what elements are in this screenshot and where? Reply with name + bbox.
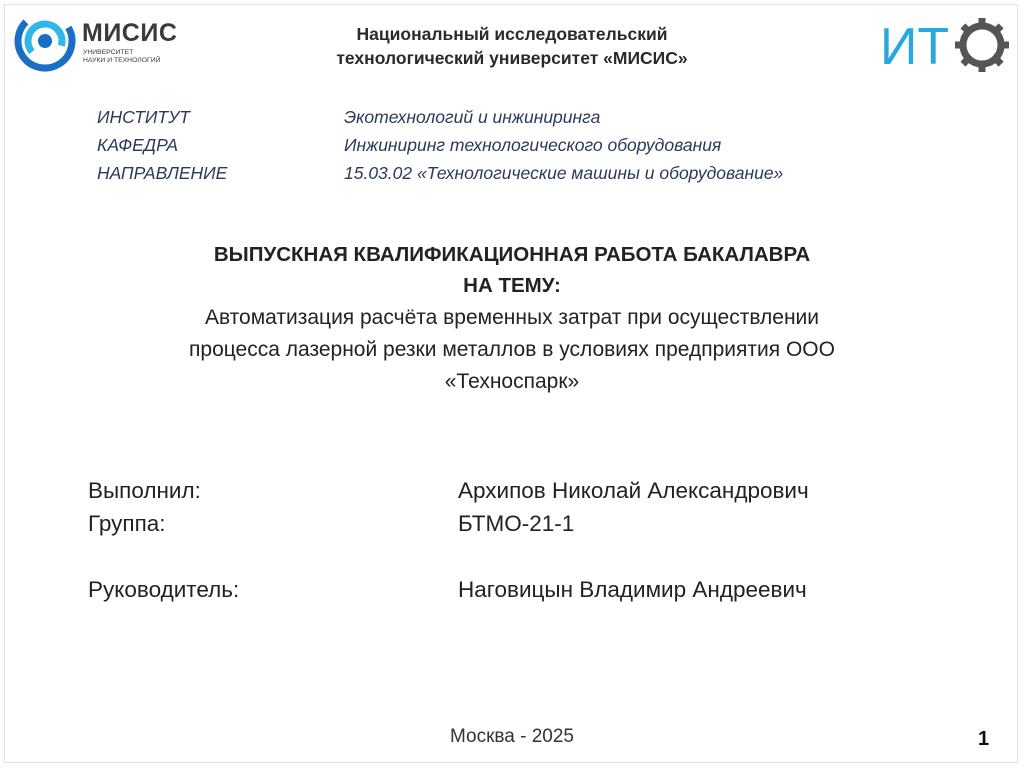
- group-label: Группа:: [88, 511, 166, 536]
- thesis-topic-line3: «Техноспарк»: [444, 370, 580, 393]
- misis-wordmark: МИСИС: [82, 19, 178, 47]
- direction-label: НАПРАВЛЕНИЕ: [97, 163, 228, 183]
- thesis-heading-line1: ВЫПУСКНАЯ КВАЛИФИКАЦИОННАЯ РАБОТА БАКАЛАВРА: [213, 243, 811, 266]
- thesis-topic: [0, 302, 1024, 398]
- thesis-block: [0, 239, 1024, 398]
- misis-logo-emblem-icon: [14, 10, 76, 72]
- performed-by-label: Выполнил:: [88, 478, 201, 503]
- page-number: 1: [978, 728, 990, 750]
- university-title-line2: технологический университет «МИСИС»: [336, 48, 688, 68]
- supervisor-label: Руководитель:: [88, 577, 240, 602]
- misis-subtitle-line2: НАУКИ И ТЕХНОЛОГИЙ: [83, 57, 161, 64]
- ito-logo: [880, 14, 1010, 74]
- department-label: КАФЕДРА: [97, 135, 179, 155]
- thesis-topic-line2: процесса лазерной резки металлов в условиях предприятия ООО: [189, 338, 835, 361]
- thesis-topic-line1: Автоматизация расчёта временных затрат при осуществлении: [204, 306, 820, 329]
- thesis-heading-line2: НА ТЕМУ:: [463, 274, 561, 297]
- direction-value: 15.03.02 «Технологические машины и оборудование»: [344, 163, 784, 183]
- misis-subtitle-line1: УНИВЕРСИТЕТ: [83, 49, 134, 56]
- supervisor-value: Наговицын Владимир Андреевич: [458, 577, 807, 602]
- university-title-line1: Национальный исследовательский: [356, 24, 668, 44]
- performed-by-value: Архипов Николай Александрович: [458, 478, 809, 503]
- svg-text:ИТ: ИТ: [880, 18, 950, 74]
- group-value: БТМО-21-1: [458, 511, 575, 536]
- university-title: [262, 22, 762, 70]
- department-value: Инжиниринг технологического оборудования: [344, 135, 722, 155]
- misis-logo: [14, 10, 194, 72]
- ito-logo-icon: [880, 14, 1010, 74]
- misis-subtitle: [83, 49, 203, 65]
- city-year: Москва - 2025: [449, 726, 575, 747]
- institute-value: Экотехнологий и инжиниринга: [344, 107, 601, 127]
- institute-label: ИНСТИТУТ: [97, 107, 190, 127]
